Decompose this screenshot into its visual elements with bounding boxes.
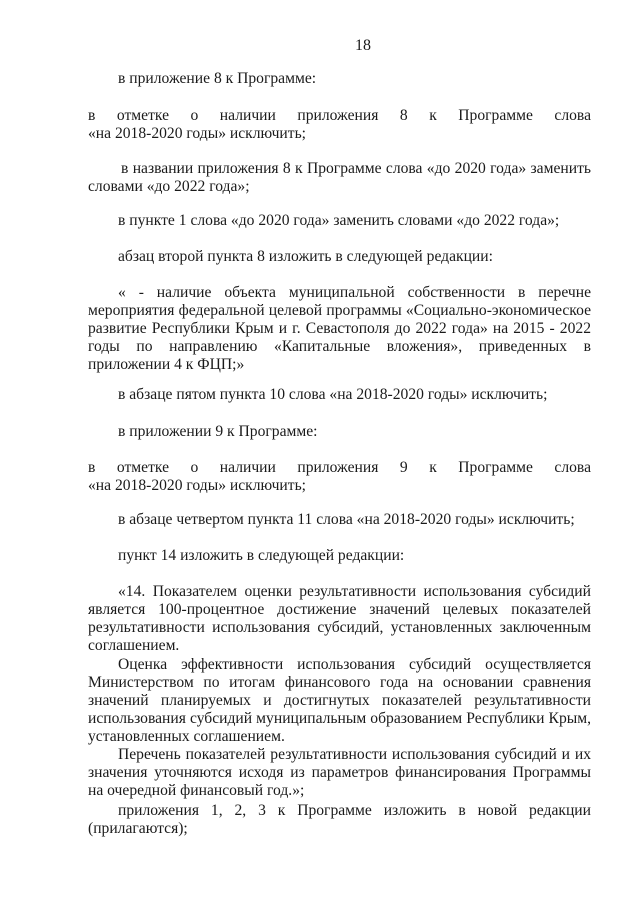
paragraph-annex8-point8: абзац второй пункта 8 изложить в следующей редакции: — [118, 248, 493, 265]
page-number: 18 — [355, 37, 371, 54]
paragraph-indicator-list: Перечень показателей результативности использования субсидий и их значения уточняются исходя из параметров финансирования Программы на очередной финансовый год.»; — [88, 746, 591, 799]
paragraph-annexes-new-edition: приложения 1, 2, 3 к Программе изложить в новой редакции (прилагаются); — [88, 802, 591, 837]
paragraph-annex9-point11: в абзаце четвертом пункта 11 слова «на 2018-2020 годы» исключить; — [118, 511, 575, 528]
paragraph-annex8-point1: в пункте 1 слова «до 2020 года» заменить словами «до 2022 года»; — [118, 212, 560, 229]
paragraph-point14-text: «14. Показателем оценки результативности использования субсидий является 100-процентное достижение значений целевых показателей результативности использования субсидий, установленных заключенным соглашением. — [88, 583, 591, 654]
paragraph-annex9-mark-line2: «на 2018-2020 годы» исключить; — [88, 477, 307, 494]
paragraph-annex8-point10: в абзаце пятом пункта 10 слова «на 2018-2020 годы» исключить; — [118, 386, 548, 403]
paragraph-annex8-point8-text: « - наличие объекта муниципальной собственности в перечне мероприятия федеральной целевой программы «Социально-экономическое развитие Республики Крым и г. Севастополя до 2022 года» на 2015 - 2022 годы по направлению «Капитальные вложения», приведенных в приложении 4 к ФЦП;» — [88, 284, 591, 373]
paragraph-efficiency-assessment: Оценка эффективности использования субсидий осуществляется Министерством по итогам финансового года на основании сравнения значений планируемых и достигнутых показателей результативности использования субсидий муниципальным образованием Республики Крым, установленных соглашением. — [88, 656, 591, 745]
paragraph-annex9-mark-line1: в отметке о наличии приложения 9 к Программе слова — [88, 459, 591, 476]
paragraph-annex9-heading: в приложении 9 к Программе: — [118, 423, 318, 440]
paragraph-annex8-title: в названии приложения 8 к Программе слова «до 2020 года» заменить словами «до 2022 года»; — [88, 160, 591, 195]
paragraph-annex8-mark-line1: в отметке о наличии приложения 8 к Программе слова — [88, 107, 591, 124]
paragraph-annex8-mark-line2: «на 2018-2020 годы» исключить; — [88, 125, 307, 142]
paragraph-annex8-heading: в приложение 8 к Программе: — [118, 70, 317, 87]
paragraph-annex9-point14: пункт 14 изложить в следующей редакции: — [118, 547, 405, 564]
